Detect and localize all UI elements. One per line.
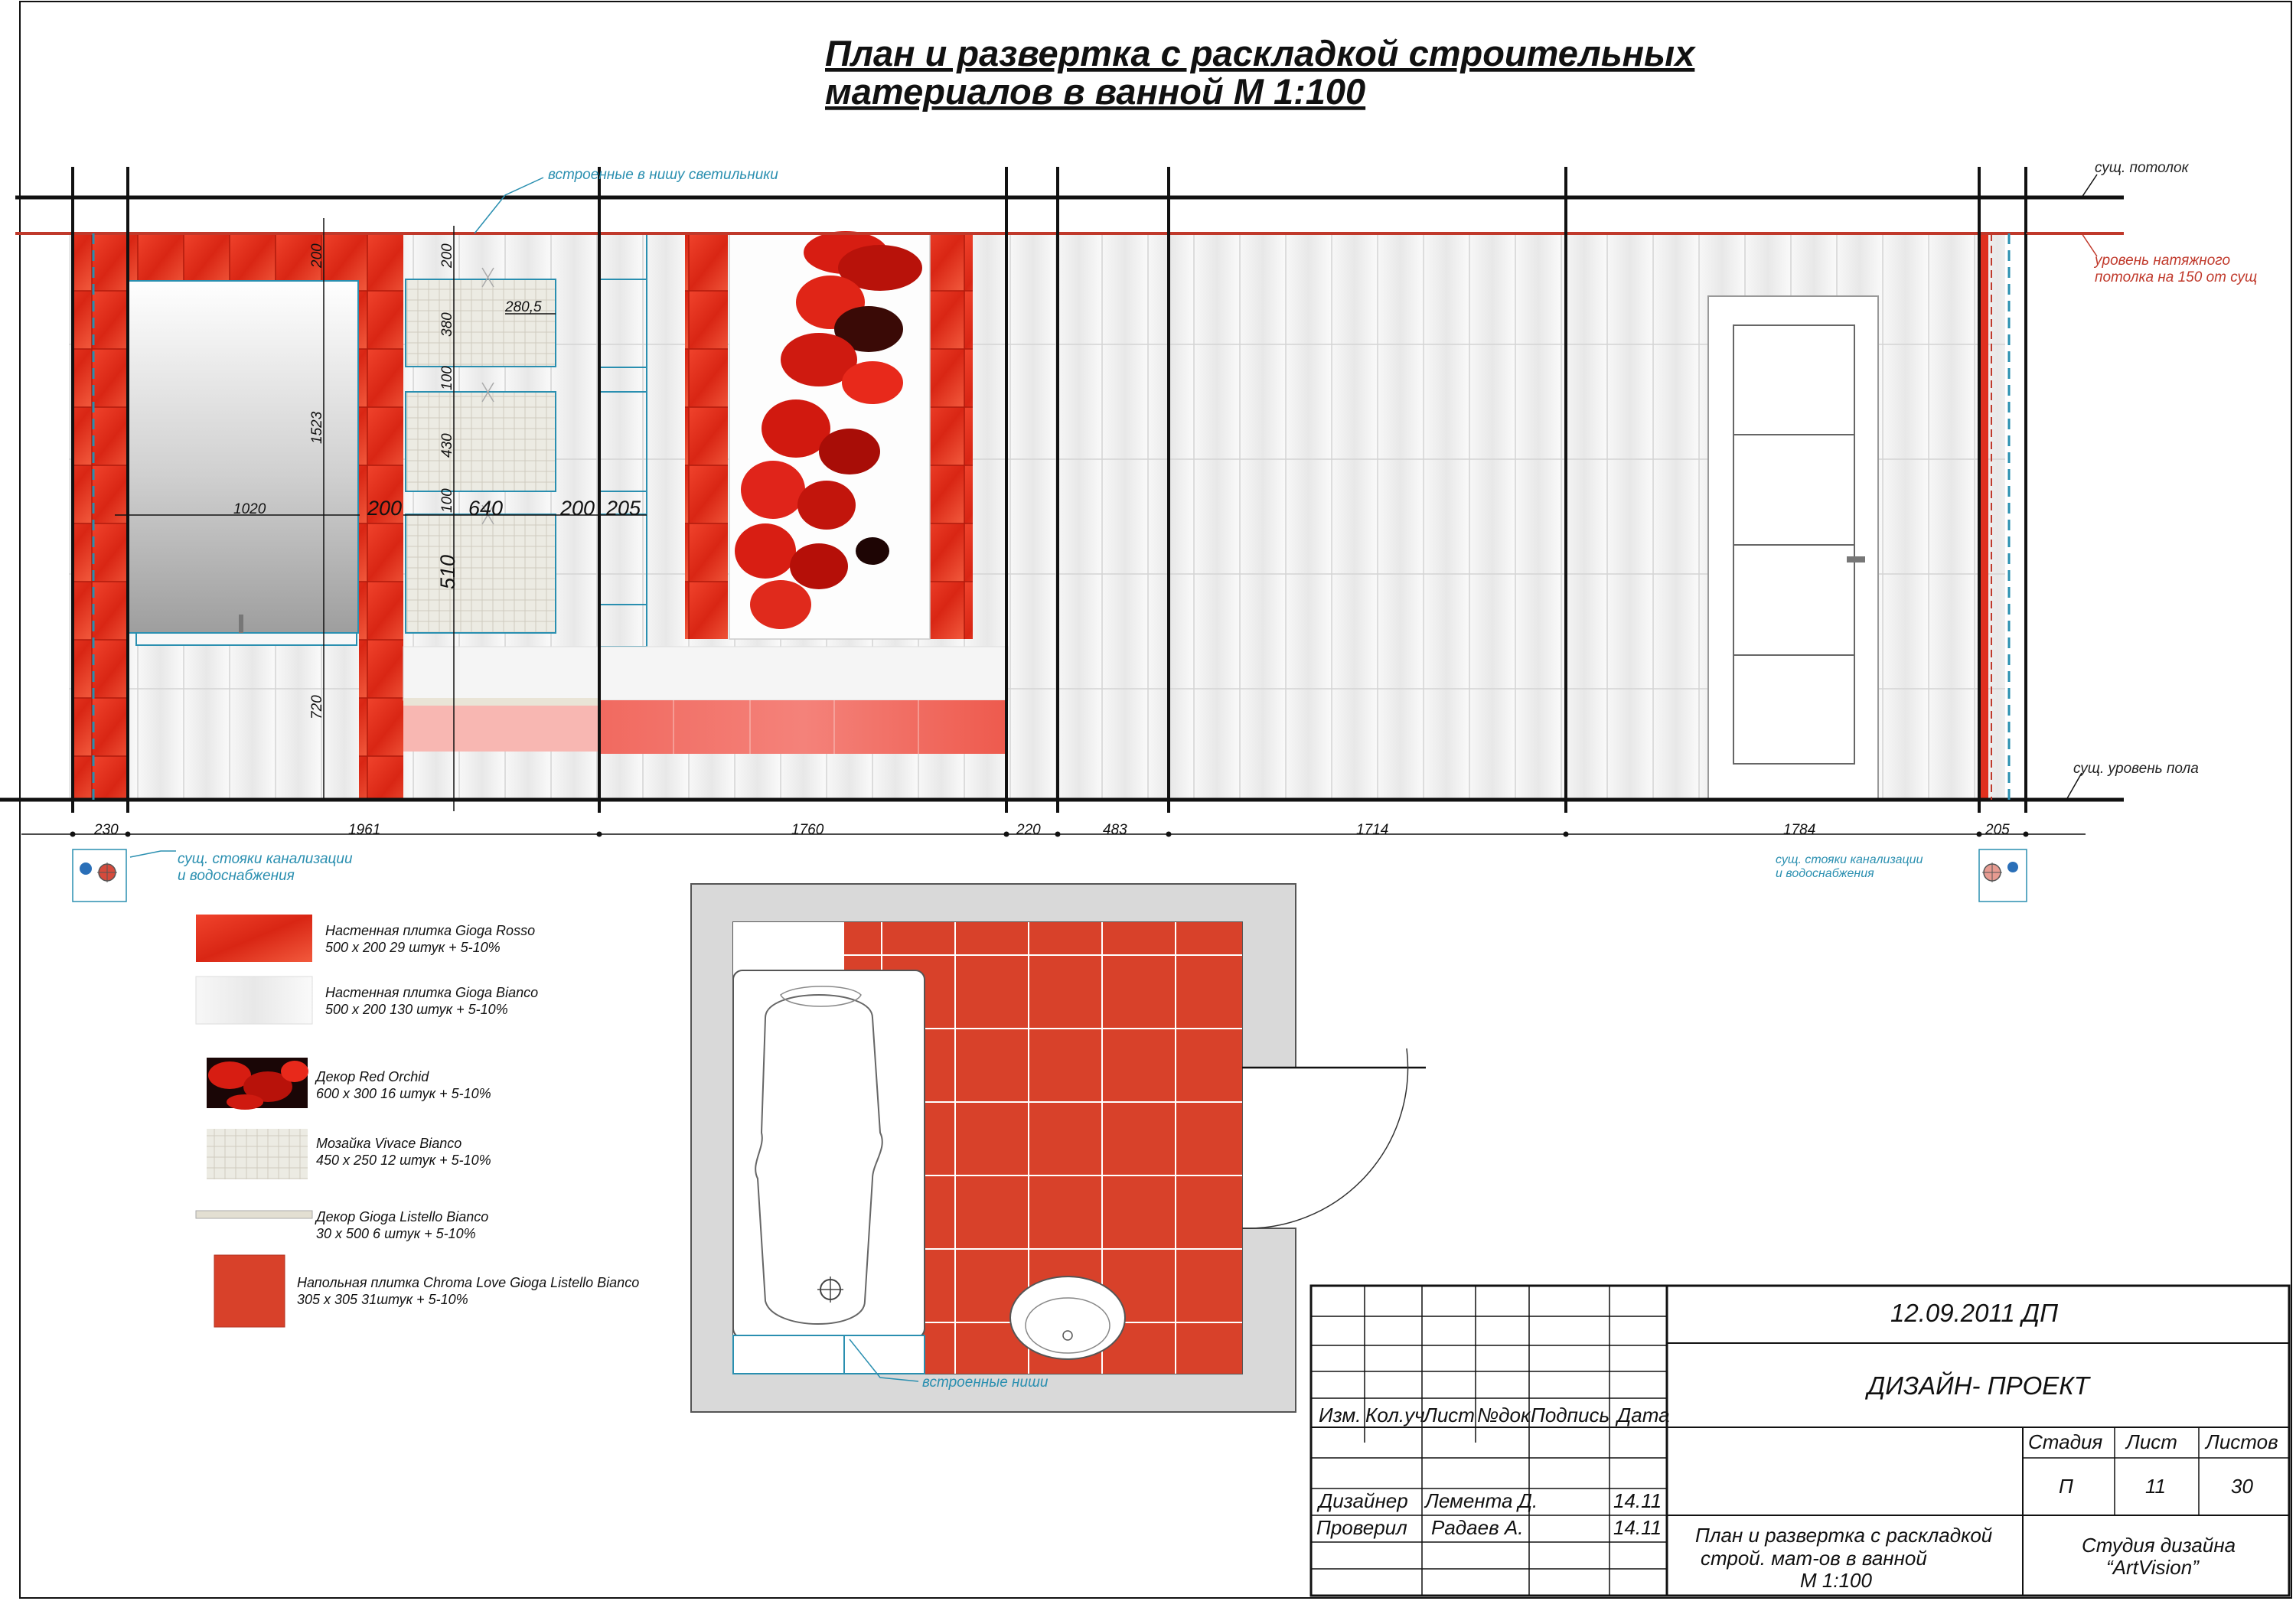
title-line-2: материалов в ванной М 1:100 (825, 71, 1366, 112)
legend-name-2: Декор Red Orchid (316, 1069, 429, 1084)
legend-swatch-floor (214, 1255, 285, 1327)
wall-red-tiles-left (73, 233, 128, 800)
listello-strip (403, 698, 601, 706)
door-handle-icon (1847, 556, 1865, 562)
bathtub-pink-light (403, 706, 601, 752)
tb-header-izm: Изм. (1319, 1404, 1362, 1427)
legend-spec-5: 305 x 305 31штук + 5-10% (297, 1292, 468, 1307)
risers-left-label-2: и водоснабжения (178, 868, 295, 884)
tb-checker-role: Проверил (1316, 1516, 1407, 1539)
dim-niche-2-h: 430 (439, 433, 455, 458)
dim-bottom-483: 483 (1103, 822, 1127, 838)
tb-header-date: Дата (1617, 1404, 1670, 1427)
niche-mosaic-2 (406, 392, 556, 491)
dim-mirror-width: 1020 (233, 501, 266, 517)
legend-spec-3: 450 x 250 12 штук + 5-10% (316, 1153, 491, 1168)
tb-studio-1: Студия дизайна (2082, 1534, 2236, 1557)
legend-swatch-listello (196, 1211, 312, 1218)
tb-studio-2: “ArtVision” (2106, 1556, 2199, 1579)
tb-checker-date: 14.11 (1613, 1516, 1662, 1539)
legend-spec-0: 500 x 200 29 штук + 5-10% (325, 940, 501, 955)
tb-designer-role: Дизайнер (1319, 1489, 1408, 1512)
dim-mid-200-a: 200 (367, 497, 403, 520)
risers-left-label-1: сущ. стояки канализации (178, 851, 353, 867)
niche-lights-label: встроенные в нишу светильники (548, 167, 778, 183)
dim-bottom-205: 205 (1985, 822, 2010, 838)
wall-red-column-decor-right (930, 233, 973, 639)
tb-sheet: 11 (2145, 1475, 2166, 1498)
legend-swatch-bianco (196, 977, 312, 1024)
dim-mid-200-b: 200 (560, 497, 595, 520)
tb-sheets-label: Листов (2206, 1430, 2278, 1453)
dim-niche-gap-2: 100 (439, 488, 455, 513)
tb-checker-name: Радаев А. (1431, 1516, 1524, 1539)
legend-spec-4: 30 x 500 6 штук + 5-10% (316, 1226, 476, 1241)
tb-stage-label: Стадия (2028, 1430, 2103, 1453)
tb-drawing-title-3: М 1:100 (1800, 1569, 1872, 1592)
bathtub (733, 970, 925, 1338)
tb-drawing-title-1: План и развертка с раскладкой (1695, 1524, 1993, 1547)
dim-mid-205: 205 (606, 497, 641, 520)
riser-box-left (73, 849, 126, 902)
ceiling-label: сущ. потолок (2095, 160, 2189, 176)
risers-right-label-2: и водоснабжения (1776, 867, 1874, 880)
tb-header-kol: Кол.уч (1365, 1404, 1425, 1427)
faucet-icon (239, 615, 243, 633)
dim-lower-height: 720 (309, 695, 325, 719)
legend-name-0: Настенная плитка Gioga Rosso (325, 923, 536, 938)
risers-right-label-1: сущ. стояки канализации (1776, 853, 1923, 866)
legend-spec-1: 500 x 200 130 штук + 5-10% (325, 1002, 508, 1017)
plan-niches-label: встроенные ниши (922, 1374, 1049, 1391)
dim-bottom-1760: 1760 (791, 822, 824, 838)
dim-niche-gap-1: 100 (439, 366, 455, 390)
tall-niche (599, 233, 647, 647)
tb-header-doc: №док (1477, 1404, 1531, 1427)
stretch-ceiling-label-2: потолка на 150 от сущ (2095, 269, 2258, 285)
tb-sheets: 30 (2231, 1475, 2253, 1498)
tb-header-sign: Подпись (1531, 1404, 1610, 1427)
tb-header-list: Лист (1424, 1404, 1475, 1427)
dim-bottom-230: 230 (94, 822, 119, 838)
tb-project: ДИЗАЙН- ПРОЕКТ (1867, 1371, 2089, 1400)
riser-box-right (1979, 849, 2027, 902)
dim-bottom-1714: 1714 (1356, 822, 1389, 838)
legend-spec-2: 600 x 300 16 штук + 5-10% (316, 1086, 491, 1101)
dim-bottom-1784: 1784 (1783, 822, 1816, 838)
legend-swatch-rosso (196, 915, 312, 962)
legend-name-1: Настенная плитка Gioga Bianco (325, 985, 539, 1000)
tb-drawing-title-2: строй. мат-ов в ванной (1701, 1547, 1927, 1570)
tb-stage: П (2059, 1475, 2073, 1498)
dim-niche-top: 200 (439, 243, 455, 268)
floor-label: сущ. уровень пола (2073, 761, 2199, 777)
dim-niche-3-h: 510 (436, 554, 459, 589)
wall-red-column-decor-left (685, 233, 728, 639)
tb-sheet-label: Лист (2126, 1430, 2177, 1453)
dim-bottom-220: 220 (1016, 822, 1041, 838)
dim-niche-1-h: 380 (439, 312, 455, 337)
niche-mosaic-3 (406, 514, 556, 633)
bathtub-pink-tiles (601, 700, 1008, 754)
dim-bottom-1961: 1961 (348, 822, 381, 838)
niche-mosaic-1 (406, 279, 556, 367)
door-swing-arc (1242, 1048, 1408, 1228)
stretch-ceiling-label-1: уровень натяжного (2095, 253, 2231, 269)
legend (196, 915, 639, 1327)
dim-top-gap: 200 (309, 243, 325, 268)
bathtub-top-band (403, 647, 1008, 700)
legend-swatch-orchid (207, 1058, 308, 1110)
dim-mirror-height: 1523 (309, 411, 325, 444)
tb-designer-date: 14.11 (1613, 1489, 1662, 1512)
dim-niche-width: 280,5 (505, 299, 542, 315)
legend-swatch-mosaic (207, 1129, 308, 1179)
legend-name-5: Напольная плитка Chroma Love Gioga Listello Bianco (297, 1275, 640, 1290)
tb-date: 12.09.2011 ДП (1890, 1299, 2059, 1327)
tb-designer-name: Лемента Д. (1425, 1489, 1538, 1512)
title-line-1: План и развертка с раскладкой строительных (825, 33, 1695, 73)
dim-mid-640: 640 (468, 497, 504, 520)
legend-name-4: Декор Gioga Listello Bianco (316, 1209, 489, 1224)
plan-niche (733, 1335, 925, 1374)
floor-plan (691, 884, 1426, 1412)
legend-name-3: Мозайка Vivace Bianco (316, 1136, 462, 1151)
